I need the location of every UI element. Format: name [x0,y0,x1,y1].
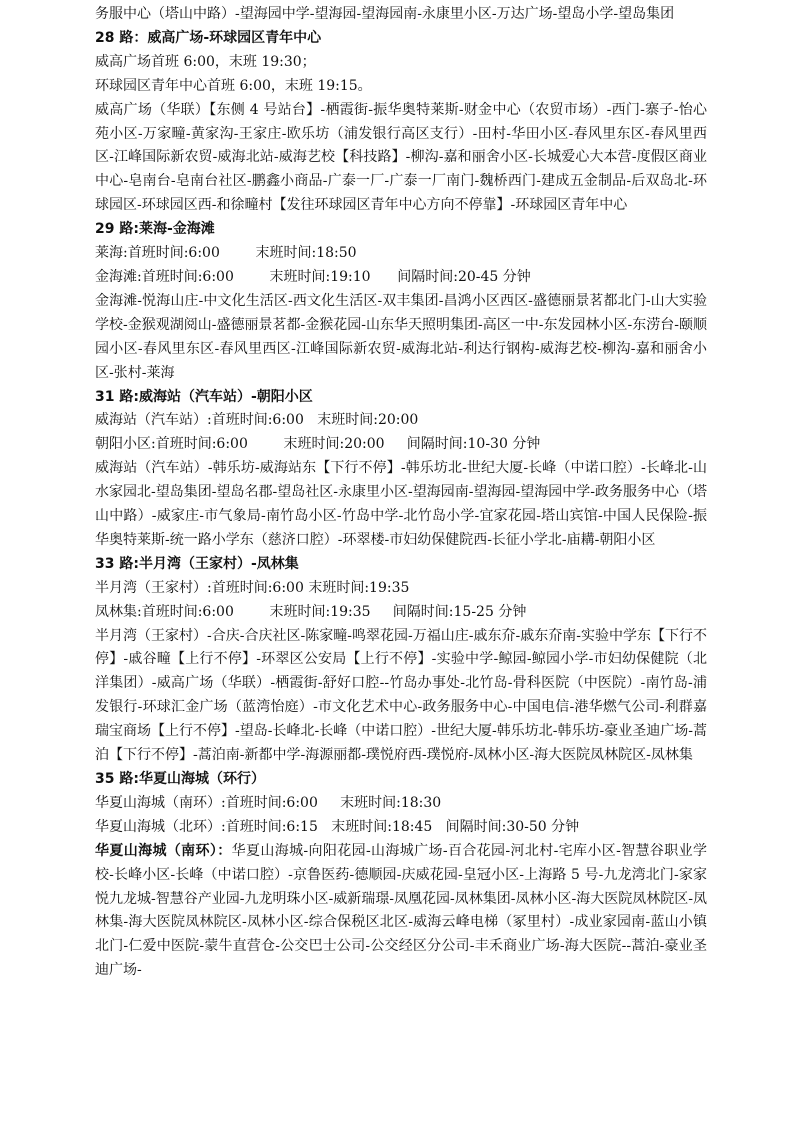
route-35-schedule-south: 华夏山海城（南环）:首班时间:6:00 末班时间:18:30 [95,794,442,811]
route-35-south-loop-stops [95,840,707,983]
route-33-schedule-start: 半月湾（王家村）:首班时间:6:00 末班时间:19:35 [95,579,410,596]
route-29-title: 29 路:莱海-金海滩 [95,221,215,238]
document-page [95,3,707,983]
route-31-stops: 威海站（汽车站）-韩乐坊-威海站东【下行不停】-韩乐坊北-世纪大厦-长峰（中诺口腔）-长峰北-山水家园北-望岛集团-望岛名郡-望岛社区-永康里小区-望海园南-望海园-望海园中学-政务服务中心（塔山中路）-威家庄-市气象局-南竹岛小区-竹岛中学-北竹岛小学-宜家花园-塔山宾馆-中国人民保险-振华奥特莱斯-统一路小学东（慈济口腔）-环翠楼-市妇幼保健院西-长征小学北-庙耩-朝阳小区 [95,460,707,548]
route-28-schedule-end: 环球园区青年中心首班 6:00，末班 19:15。 [95,77,372,94]
route-31-schedule-end: 朝阳小区:首班时间:6:00 末班时间:20:00 间隔时间:10-30 分钟 [95,436,541,453]
route-29-schedule-start: 莱海:首班时间:6:00 末班时间:18:50 [95,245,357,262]
route-27-stops-continued: 务服中心（塔山中路）-望海园中学-望海园-望海园南-永康里小区-万达广场-望岛小学-望岛集团 [95,6,675,22]
route-33-stops: 半月湾（王家村）-合庆-合庆社区-陈家疃-鸣翠花园-万福山庄-戚东夼-戚东夼南-实验中学东【下行不停】-戚谷疃【上行不停】-环翠区公安局【上行不停】-实验中学-鲸园-鲸园小学-市妇幼保健院（北洋集团）-威高广场（华联）-栖霞街-舒好口腔--竹岛办事处-北竹岛-骨科医院（中医院）-南竹岛-浦发银行-环球汇金广场（蓝湾怡庭）-市文化艺术中心-政务服务中心-中国电信-港华燃气公司-利群嘉瑞宝商场【上行不停】-望岛-长峰北-长峰（中诺口腔）-世纪大厦-韩乐坊北-韩乐坊-豪业圣迪广场-蒿泊【下行不停】-蒿泊南-新都中学-海源丽都-璞悦府西-璞悦府-凤林小区-海大医院凤林院区-凤林集 [95,627,707,764]
route-28-schedule-start: 威高广场首班 6:00，末班 19:30； [95,53,316,70]
route-35-title: 35 路:华夏山海城（环行） [95,771,265,787]
route-35-south-loop-list: 华夏山海城-向阳花园-山海城广场-百合花园-河北村-宅库小区-智慧谷职业学校-长峰小区-长峰（中诺口腔）-京鲁医药-德顺园-庆威花园-皇冠小区-上海路 5 号-九龙湾北门-家家悦九龙城-智慧谷产业园-九龙明珠小区-威新瑞璟-凤凰花园-凤林集团-凤林小区-海大医院凤林院区-凤林集-海大医院凤林院区-凤林小区-综合保税区北区-威海云峰电梯（冢里村）-成业家园南-蓝山小镇北门-仁爱中医院-蒙牛直营仓-公交巴士公司-公交经区分公司-丰禾商业广场-海大医院--蒿泊-豪业圣迪广场- [95,842,708,979]
route-35-schedule-north: 华夏山海城（北环）:首班时间:6:15 末班时间:18:45 间隔时间:30-50 分钟 [95,818,580,835]
route-33-title: 33 路:半月湾（王家村）-凤林集 [95,555,299,572]
route-35-south-loop-label: 华夏山海城（南环）： [95,842,232,859]
route-31-title: 31 路:威海站（汽车站）-朝阳小区 [95,388,313,405]
route-29-schedule-end: 金海滩:首班时间:6:00 末班时间:19:10 间隔时间:20-45 分钟 [95,268,531,285]
route-33-schedule-end: 凤林集:首班时间:6:00 末班时间:19:35 间隔时间:15-25 分钟 [95,603,527,620]
route-29-stops: 金海滩-悦海山庄-中文化生活区-西文化生活区-双丰集团-昌鸿小区西区-盛德丽景茗都北门-山大实验学校-金猴观湖阅山-盛德丽景茗都-金猴花园-山东华天照明集团-高区一中-东发园林小区-东涝台-颐顺园小区-春风里东区-春风里西区-江峰国际新农贸-威海北站-利达行钢构-威海艺校-柳沟-嘉和丽舍小区-张村-莱海 [95,292,707,381]
route-31-schedule-start: 威海站（汽车站）:首班时间:6:00 末班时间:20:00 [95,412,419,429]
route-28-title: 28 路：威高广场-环球园区青年中心 [95,29,322,46]
route-28-stops: 威高广场（华联）【东侧 4 号站台】-栖霞街-振华奥特莱斯-财金中心（农贸市场）-西门-寨子-怡心苑小区-万家疃-黄家沟-王家庄-欧乐坊（浦发银行高区支行）-田村-华田小区-春风里东区-春风里西区-江峰国际新农贸-威海北站-威海艺校【科技路】-柳沟-嘉和丽舍小区-长城爱心大本营-度假区商业中心-皂南台-皂南台社区-鹏鑫小商品-广泰一厂-广泰一厂南门-魏桥西门-建成五金制品-后双岛北-环球园区-环球园区西-和徐疃村【发往环球园区青年中心方向不停靠】-环球园区青年中心 [95,101,707,214]
